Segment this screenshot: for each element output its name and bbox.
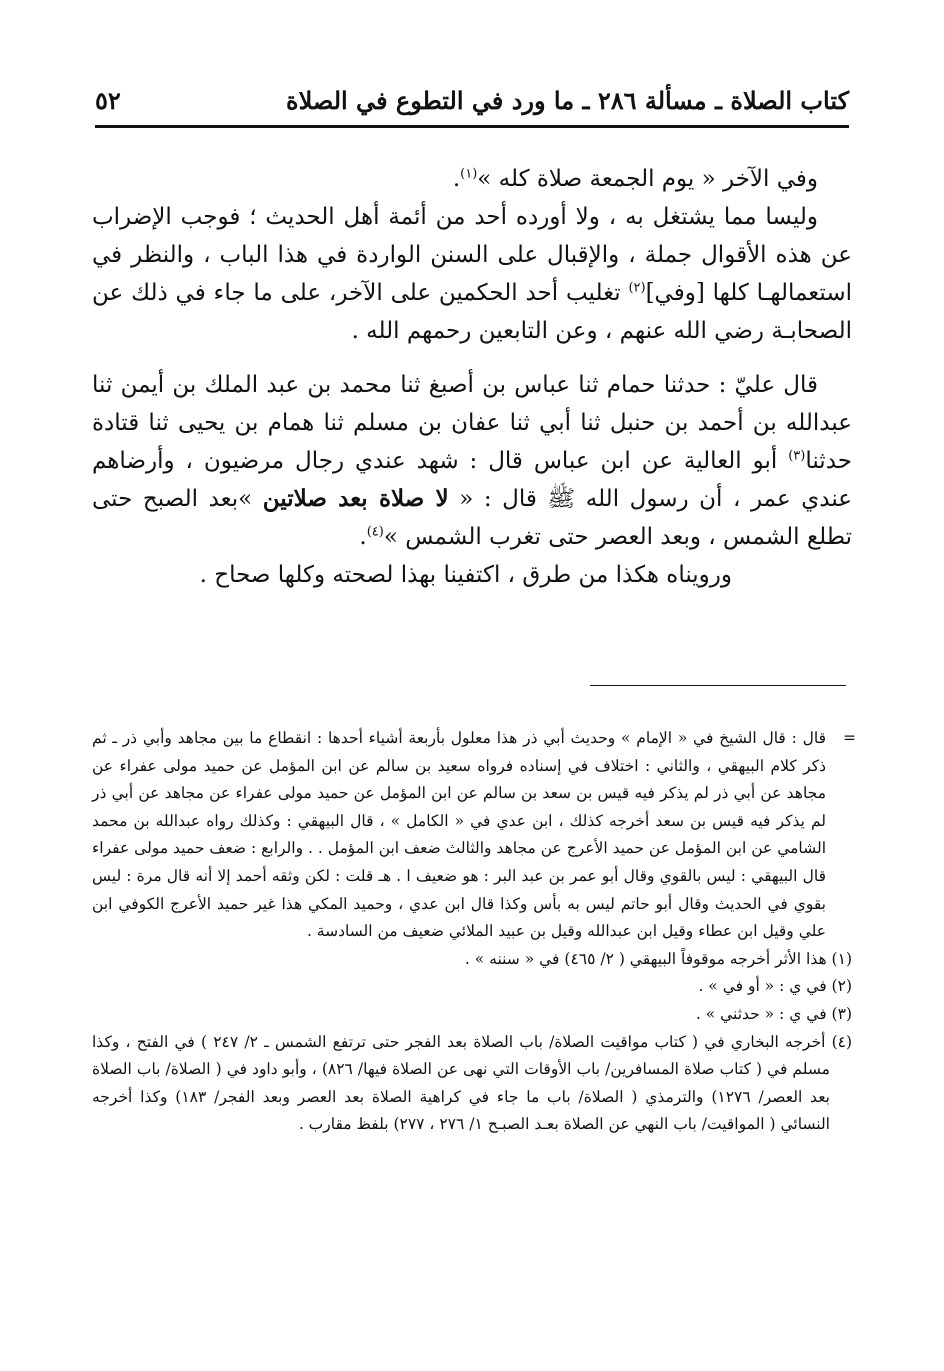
- paragraph-1-end: .: [452, 166, 461, 192]
- paragraph-1: [92, 160, 852, 198]
- paragraph-2-text: وليسا مما يشتغل به ، ولا أورده أحد من أئمة أهل الحديث ؛ فوجب الإضراب عن هذه الأقوال جملة ، والإقبال على السنن الواردة في هذا الباب ، والنظر في استعمالهـا كلها [وفي]: [92, 204, 852, 306]
- footnote-ref-1: (١): [460, 166, 478, 182]
- hadith-quote: لا صلاة بعد صلاتين: [262, 485, 449, 512]
- footnote-ref-2: (٢): [628, 280, 646, 296]
- running-header: [95, 80, 849, 120]
- footnotes: [92, 725, 856, 1139]
- main-text: [92, 160, 852, 594]
- isnad-text: قال عليّ : حدثنا حمام ثنا عباس بن أصبغ ثنا محمد بن عبد الملك بن أيمن ثنا عبدالله بن أحمد بن حنبل ثنا أبي ثنا عفان بن مسلم ثنا همام بن يحيى ثنا قتادة حدثنا: [92, 372, 852, 474]
- footnote-ref-3: (٣): [788, 448, 806, 464]
- footnote-continuation-text: قال : قال الشيخ في « الإمام » وحديث أبي ذر هذا معلول بأربعة أشياء أحدها : انقطاع ما بين مجاهد وأبي ذر ـ ثم ذكر كلام البيهقي ، والثاني : اختلاف في إسناده فرواه سعيد بن سالم عن ابن المؤمل عن حميد مولى عفراء عن مجاهد عن أبي ذر لم يذكر فيه قيس بن سعد بن سالم عن ابن المؤمل عن حميد مولى عفراء عن مجاهد عن أبي ذر لم يذكر فيه قيس بن سعد أخرجه كذلك ، ابن عدي في « الكامل » ، قال البيهقي : وكذلك رواه عبدالله بن محمد الشامي عن ابن المؤمل عن حميد الأعرج عن مجاهد والثالث ضعف ابن المؤمل . . والرابع : ضعف حميد مولى عفراء قال البيهقي : ليس بالقوي وقال أبو عمر بن عبد البر : هو ضعيف ا . هـ قلت : لكن وثقه أحمد إلا أنه قال مرة : ليس بقوي في الحديث وقال أبو حاتم ليس به بأس وكذا قال ابن عدي ، وحميد المكي هذا غير حميد الأعرج الكوفي ابن علي وقيل ابن عطاء وقيل ابن عبدالله وقيل بن عبيد الملائي ضعيف من السادسة .: [92, 729, 827, 941]
- paragraph-3: [92, 366, 852, 556]
- hadith-continuation: »بعد الصبح حتى تطلع الشمس ، وبعد العصر حتى تغرب الشمس »: [92, 486, 852, 550]
- narration-text: أبو العالية عن ابن عباس قال : شهد عندي رجال مرضيون ، وأرضاهم عندي عمر ، أن رسول الله ﷺ قال : «: [92, 448, 852, 512]
- paragraph-4: ورويناه هكذا من طرق ، اكتفينا بهذا لصحته وكلها صحاح .: [199, 562, 732, 588]
- paragraph-2-end: تغليب أحد الحكمين على الآخر، على ما جاء في ذلك عن الصحابـة رضي الله عنهم ، وعن التابعين رحمهم الله .: [92, 280, 852, 344]
- continuation-mark: =: [843, 729, 856, 747]
- footnote-1: (١) هذا الأثر أخرجه موقوفاً البيهقي ( ٢/ ٤٦٥) في « سننه » .: [464, 949, 852, 968]
- page-number: ٥٢: [95, 85, 121, 115]
- paragraph-2: [92, 198, 852, 350]
- footnote-3: (٣) في ي : « حدثني » .: [695, 1004, 852, 1023]
- footnote-separator: [590, 685, 846, 686]
- footnote-4: (٤) أخرجه البخاري في ( كتاب مواقيت الصلاة/ باب الصلاة بعد الفجر حتى ترتفع الشمس ـ ٢/ ٢٤٧ ) في الفتح ، وكذا مسلم في ( كتاب صلاة المسافرين/ باب الأوقات التي نهى عن الصلاة فيها/ ٨٢٦) ، وأبو داود في ( الصلاة/ باب الصلاة بعد العصر/ ١٢٧٦) والترمذي ( الصلاة/ باب ما جاء في كراهية الصلاة بعد العصر وبعد الفجر/ ١٨٣) وكذا أخرجه النسائي ( المواقيت/ باب النهي عن الصلاة بعـد الصبـح ١/ ٢٧٦ ، ٢٧٧) بلفظ مقارب .: [92, 1032, 853, 1134]
- header-title: كتاب الصلاة ـ مسألة ٢٨٦ ـ ما ورد في التطوع في الصلاة: [286, 85, 849, 115]
- header-rule: [95, 125, 849, 128]
- paragraph-3-end: .: [359, 524, 367, 550]
- paragraph-1-text: وفي الآخر « يوم الجمعة صلاة كله »: [477, 166, 818, 192]
- footnote-2: (٢) في ي : « أو في » .: [698, 977, 852, 996]
- footnote-continuation: [92, 725, 856, 946]
- footnote-ref-4: (٤): [366, 524, 384, 540]
